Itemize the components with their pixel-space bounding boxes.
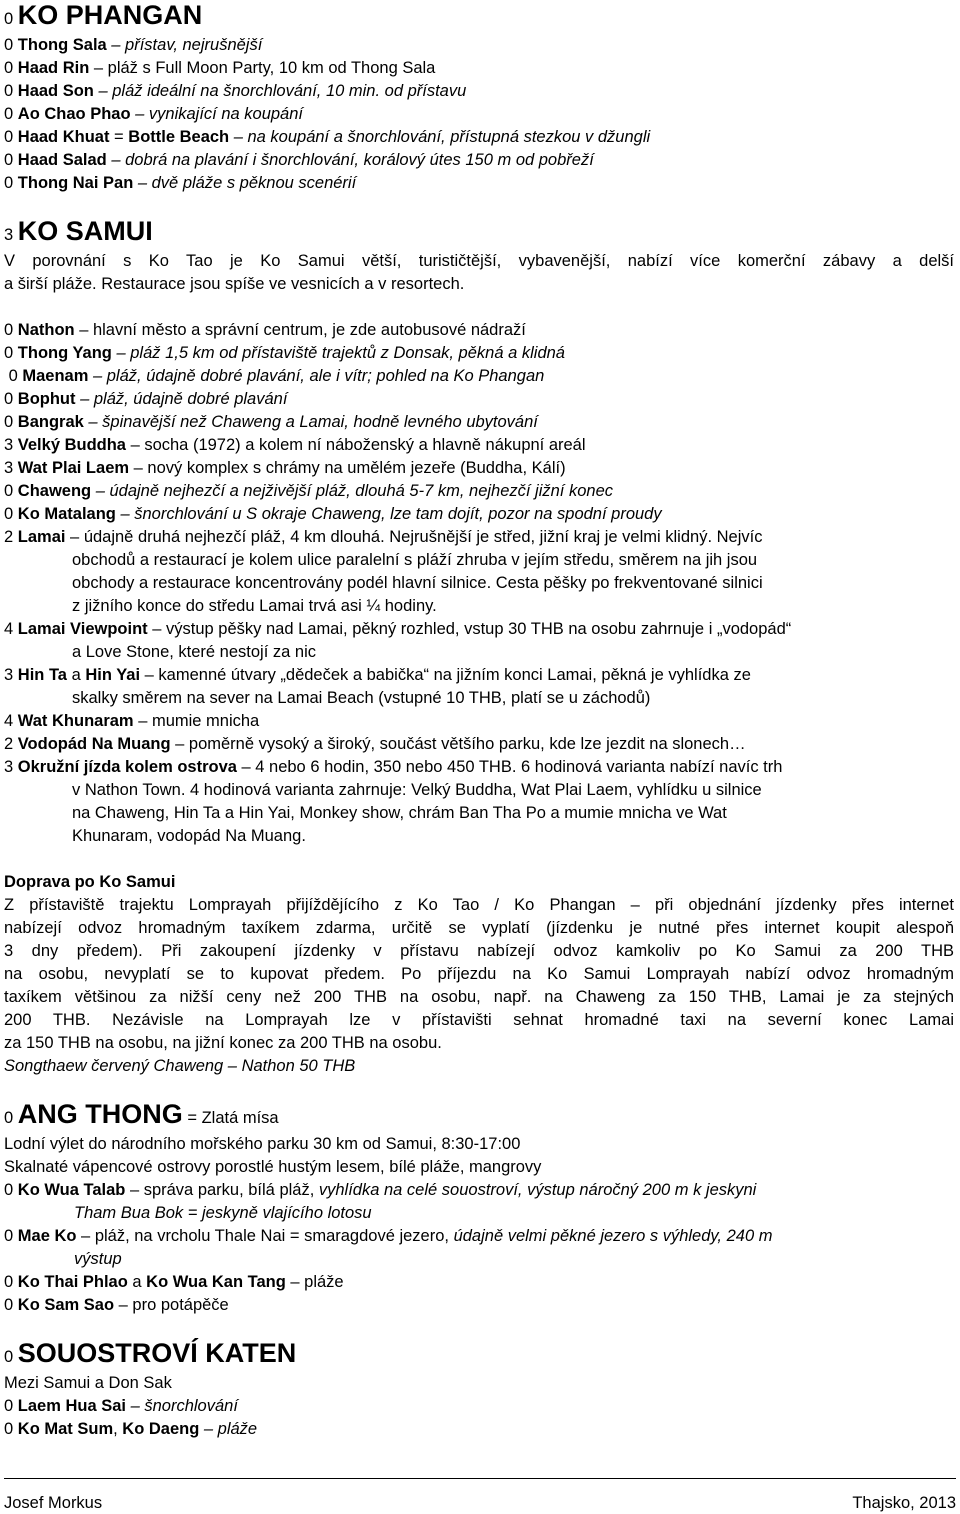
heading-title: SOUOSTROVÍ KATEN <box>17 1338 297 1368</box>
transport-heading: Doprava po Ko Samui <box>4 873 176 891</box>
list-item: 0 Ko Thai Phlao a Ko Wua Kan Tang – pláže <box>4 1273 344 1291</box>
list-item: 3 Velký Buddha – socha (1972) a kolem ní náboženský a hlavně nákupní areál <box>4 436 586 454</box>
list-item: 4 Wat Khunaram – mumie mnicha <box>4 712 260 730</box>
list-item-ko-wua-talab: 0 Ko Wua Talab – správa parku, bílá pláž, vyhlídka na celé souostroví, výstup náročný 200 m k jeskyni Tham Bua Bok = jeskyně vlajícího lotosu <box>4 1181 757 1222</box>
list-item-lamai-viewpoint: 4 Lamai Viewpoint – výstup pěšky nad Lamai, pěkný rozhled, vstup 30 THB na osobu zahrnuje i „vodopád“ a Love Stone, které nestojí za nic <box>4 620 792 661</box>
list-item-lamai: 2 Lamai – údajně druhá nejhezčí pláž, 4 km dlouhá. Nejrušnější je střed, jižní kraj je velmi klidný. Nejvíc obchodů a restaurací je kolem ulice paralelní s pláží zhruba v jejím středu, směrem na jih jsou obchody a restaurace koncentrovány podél hlavní silnice. Cesta pěšky po frekventované silnici z jižního konce do středu Lamai trvá asi ¼ hodiny. <box>4 528 763 615</box>
footer-author: Josef Morkus <box>4 1494 103 1512</box>
heading-title: ANG THONG <box>17 1099 183 1129</box>
heading-title: KO SAMUI <box>17 216 153 246</box>
list-item: 0 Bophut – pláž, údajně dobré plavání <box>4 390 288 408</box>
section-heading-katen <box>4 1338 954 1372</box>
text-line: Lodní výlet do národního mořského parku 30 km od Samui, 8:30-17:00 <box>4 1135 521 1153</box>
list-item: 0 Nathon – hlavní město a správní centrum, je zde autobusové nádraží <box>4 321 526 339</box>
footer-place-year: Thajsko, 2013 <box>852 1494 956 1512</box>
list-item-mae-ko: 0 Mae Ko – pláž, na vrcholu Thale Nai = smaragdové jezero, údajně velmi pěkné jezero s výhledy, 240 m výstup <box>4 1227 773 1268</box>
intro-line: a širší pláže. Restaurace jsou spíše ve vesnicích a v resortech. <box>4 275 465 293</box>
text-line: Skalnaté vápencové ostrovy porostlé hustým lesem, bílé pláže, mangrovy <box>4 1158 542 1176</box>
list-item: 0 Laem Hua Sai – šnorchlování <box>4 1397 238 1415</box>
section-heading-ko-phangan <box>4 0 954 34</box>
page-footer <box>4 1478 956 1514</box>
list-item: 0 Ao Chao Phao – vynikající na koupání <box>4 105 303 123</box>
list-item: 0 Ko Mat Sum, Ko Daeng – pláže <box>4 1420 258 1438</box>
list-item: 0 Thong Sala – přístav, nejrušnější <box>4 36 263 54</box>
list-item: 0 Haad Salad – dobrá na plavání i šnorchlování, korálový útes 150 m od pobřeží <box>4 151 594 169</box>
list-item: 3 Wat Plai Laem – nový komplex s chrámy na umělém jezeře (Buddha, Kálí) <box>4 459 566 477</box>
text-line: Mezi Samui a Don Sak <box>4 1374 172 1392</box>
heading-title: KO PHANGAN <box>17 0 203 30</box>
section-heading-ang-thong <box>4 1099 954 1133</box>
list-item: 0 Haad Son – pláž ideální na šnorchlování, 10 min. od přístavu <box>4 82 467 100</box>
intro-line: V porovnání s Ko Tao je Ko Samui větší, turističtější, vybavenější, nabízí více komerční zábavy a delší <box>4 252 954 270</box>
list-item: 0 Ko Sam Sao – pro potápěče <box>4 1296 229 1314</box>
list-item: 0 Thong Yang – pláž 1,5 km od přístaviště trajektů z Donsak, pěkná a klidná <box>4 344 565 362</box>
heading-suffix: = Zlatá mísa <box>182 1109 279 1127</box>
transport-paragraph: Z přístaviště trajektu Lomprayah přijíždějícího z Ko Tao / Ko Phangan – při objednání jízdenky přes internet nabízejí odvoz hromadným taxíkem zdarma, určitě se vyplatí (jízdenku je nutné přes internet koupit alespoň 3 dny předem). Při zakoupení jízdenky v přístavu nabízejí odvoz kamkoliv po Ko Samui za 200 THB na osobu, nevyplatí se to kupovat předem. Po příjezdu na Ko Samui Lomprayah nabízí odvoz hromadným taxíkem většinou za nižší ceny než 200 THB na osobu, např. na Chaweng za 150 THB, Lamai je za stejných 200 THB. Nezávisle na Lomprayah lze v přístavišti sehnat hromadné taxi na severní konec Lamai za 150 THB na osobu, na jižní konec za 200 THB na osobu. <box>4 896 954 1052</box>
list-item: 0 Haad Rin – pláž s Full Moon Party, 10 km od Thong Sala <box>4 59 436 77</box>
list-item: 2 Vodopád Na Muang – poměrně vysoký a široký, součást většího parku, kde lze jezdit na slonech… <box>4 735 746 753</box>
heading-number: 3 <box>4 226 14 244</box>
heading-number: 0 <box>4 10 14 28</box>
list-item-island-tour: 3 Okružní jízda kolem ostrova – 4 nebo 6 hodin, 350 nebo 450 THB. 6 hodinová varianta nabízí navíc trh v Nathon Town. 4 hodinová varianta zahrnuje: Velký Buddha, Wat Plai Laem, vyhlídku u silnice na Chaweng, Hin Ta a Hin Yai, Monkey show, chrám Ban Tha Po a mumie mnicha ve Wat Khunaram, vodopád Na Muang. <box>4 758 783 845</box>
document-page <box>4 0 954 1441</box>
list-item: 0 Haad Khuat = Bottle Beach – na koupání a šnorchlování, přístupná stezkou v džungli <box>4 128 651 146</box>
songthaew-note: Songthaew červený Chaweng – Nathon 50 THB <box>4 1057 356 1075</box>
heading-number: 0 <box>4 1348 14 1366</box>
section-heading-ko-samui <box>4 216 954 250</box>
list-item: 0 Maenam – pláž, údajně dobré plavání, ale i vítr; pohled na Ko Phangan <box>8 367 545 385</box>
list-item: 0 Bangrak – špinavější než Chaweng a Lamai, hodně levného ubytování <box>4 413 538 431</box>
list-item-hin-ta: 3 Hin Ta a Hin Yai – kamenné útvary „dědeček a babička“ na jižním konci Lamai, pěkná je vyhlídka ze skalky směrem na sever na Lamai Beach (vstupné 10 THB, platí se u záchodů) <box>4 666 751 707</box>
list-item: 0 Chaweng – údajně nejhezčí a nejživější pláž, dlouhá 5-7 km, nejhezčí jižní konec <box>4 482 614 500</box>
heading-number: 0 <box>4 1109 14 1127</box>
list-item: 0 Thong Nai Pan – dvě pláže s pěknou scenérií <box>4 174 357 192</box>
list-item: 0 Ko Matalang – šnorchlování u S okraje Chaweng, lze tam dojít, pozor na spodní proudy <box>4 505 662 523</box>
